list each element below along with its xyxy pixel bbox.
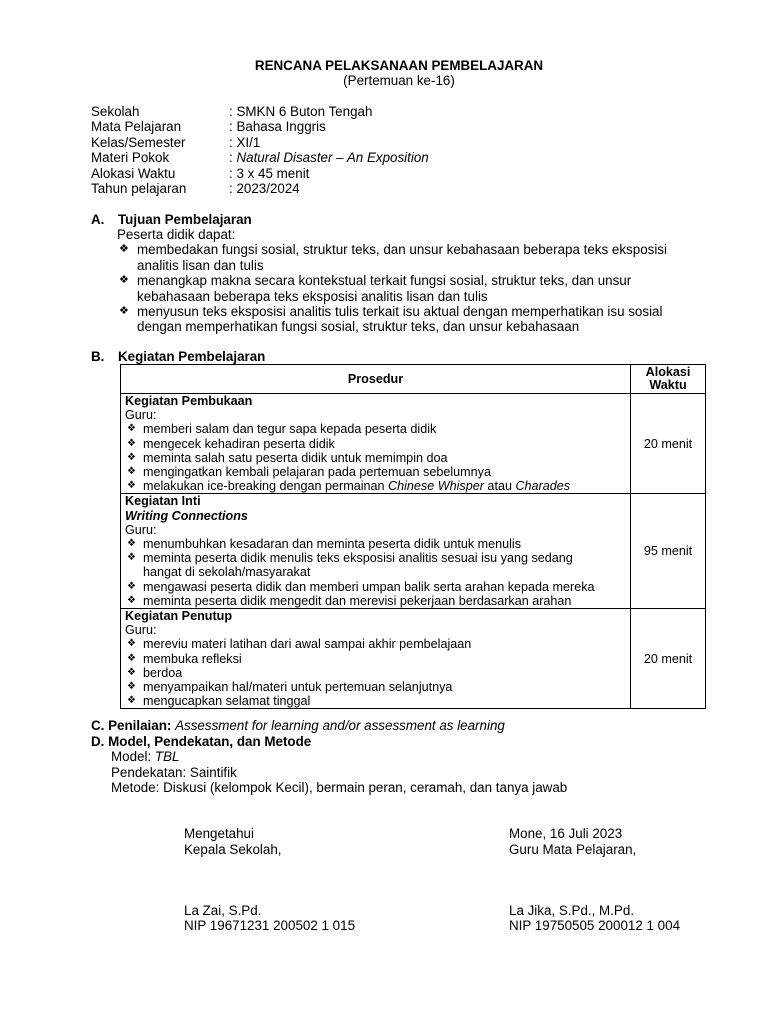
section-c-label: C. Penilaian: bbox=[91, 718, 172, 733]
section-c bbox=[91, 718, 505, 733]
method-line: Metode: Diskusi (kelompok Kecil), bermain peran, ceramah, dan tanya jawab bbox=[111, 780, 568, 795]
time-cell: 20 menit bbox=[631, 394, 706, 494]
info-row-year bbox=[91, 181, 429, 196]
info-value: : XI/1 bbox=[229, 134, 261, 150]
info-row-class bbox=[91, 135, 429, 150]
document-subtitle: (Pertemuan ke-16) bbox=[343, 73, 455, 88]
objective-item bbox=[117, 242, 717, 273]
list-item bbox=[125, 694, 626, 708]
info-value-prefix: : bbox=[229, 150, 237, 166]
list-item bbox=[125, 479, 626, 493]
bullet-diamond-icon: ❖ bbox=[127, 538, 136, 550]
info-label: Tahun pelajaran bbox=[91, 180, 187, 196]
section-c-value: Assessment for learning and/or assessment as learning bbox=[175, 718, 505, 733]
section-d-heading: D. Model, Pendekatan, dan Metode bbox=[91, 734, 312, 749]
objective-line: membedakan fungsi sosial, struktur teks, dan unsur kebahasaan beberapa teks eksposisi bbox=[137, 242, 667, 258]
section-title: Kegiatan Pembelajaran bbox=[118, 349, 266, 364]
objective-line: analitis lisan dan tulis bbox=[137, 257, 264, 273]
list-item bbox=[125, 451, 626, 465]
list-item-text: menyampaikan hal/materi untuk pertemuan selanjutnya bbox=[143, 680, 453, 695]
info-label: Alokasi Waktu bbox=[91, 165, 176, 181]
bullet-diamond-icon: ❖ bbox=[127, 451, 136, 463]
list-item-text: memberi salam dan tegur sapa kepada peserta didik bbox=[143, 422, 437, 437]
section-number: B. bbox=[91, 349, 105, 364]
model-label: Model: bbox=[111, 749, 155, 764]
time-cell: 95 menit bbox=[631, 494, 706, 609]
model-value: TBL bbox=[154, 749, 180, 764]
list-item-text: mengawasi peserta didik dan memberi umpan balik serta arahan kepada mereka bbox=[143, 579, 595, 594]
bullet-diamond-icon: ❖ bbox=[127, 552, 136, 564]
bullet-diamond-icon: ❖ bbox=[127, 437, 136, 449]
list-item bbox=[125, 551, 626, 579]
info-value bbox=[229, 150, 429, 165]
bullet-diamond-icon: ❖ bbox=[127, 695, 136, 707]
list-item bbox=[125, 580, 626, 594]
time-cell: 20 menit bbox=[631, 609, 706, 709]
activity-subheading: Writing Connections bbox=[125, 508, 248, 523]
guru-label: Guru: bbox=[125, 522, 157, 537]
section-a-heading bbox=[91, 212, 252, 227]
info-value: : Bahasa Inggris bbox=[229, 119, 326, 135]
bullet-diamond-icon: ❖ bbox=[119, 274, 129, 287]
bullet-diamond-icon: ❖ bbox=[127, 652, 136, 664]
column-header-time bbox=[631, 365, 706, 394]
bullet-diamond-icon: ❖ bbox=[127, 466, 136, 478]
guru-label: Guru: bbox=[125, 408, 157, 423]
bullet-diamond-icon: ❖ bbox=[127, 480, 136, 492]
objective-line: dengan memperhatikan fungsi sosial, struktur teks, dan unsur kebahasaan bbox=[137, 319, 580, 335]
activities-table bbox=[120, 364, 706, 709]
signature-left-nip: NIP 19671231 200502 1 015 bbox=[184, 918, 356, 933]
game-name: Charades bbox=[515, 479, 571, 494]
objective-item bbox=[117, 304, 717, 335]
signature-left-line1: Mengetahui bbox=[184, 826, 254, 841]
objective-line: kebahasaan beberapa teks eksposisi analitis lisan dan tulis bbox=[137, 288, 488, 304]
identity-info bbox=[91, 104, 429, 196]
procedure-cell bbox=[121, 609, 631, 709]
list-item-text: mengecek kehadiran peserta didik bbox=[143, 436, 335, 451]
info-value-italic: Natural Disaster – An Exposition bbox=[236, 150, 429, 166]
document-title: RENCANA PELAKSANAAN PEMBELAJARAN bbox=[254, 58, 544, 73]
bullet-diamond-icon: ❖ bbox=[119, 243, 129, 256]
info-label: Sekolah bbox=[91, 104, 140, 119]
list-item-text: meminta salah satu peserta didik untuk memimpin doa bbox=[143, 450, 448, 465]
bullet-diamond-icon: ❖ bbox=[119, 305, 129, 318]
info-row-topic bbox=[91, 150, 429, 165]
objectives-intro: Peserta didik dapat: bbox=[117, 227, 236, 242]
table-row-opening bbox=[121, 394, 706, 494]
list-item-text: membuka refleksi bbox=[143, 651, 242, 666]
section-b-heading bbox=[91, 349, 265, 364]
section-a-content bbox=[117, 227, 717, 335]
list-item bbox=[125, 637, 626, 651]
column-header-time-line: Alokasi bbox=[645, 365, 691, 379]
list-item-text: berdoa bbox=[143, 665, 183, 680]
section-title: Tujuan Pembelajaran bbox=[118, 212, 252, 227]
bullet-diamond-icon: ❖ bbox=[127, 638, 136, 650]
list-item-text bbox=[143, 479, 570, 493]
list-item-text: meminta peserta didik mengedit dan merevisi pekerjaan berdasarkan arahan bbox=[143, 593, 572, 608]
list-item bbox=[125, 680, 626, 694]
list-item-text: mereviu materi latihan dari awal sampai akhir pembelajaan bbox=[143, 637, 472, 652]
table-header-row bbox=[121, 365, 706, 394]
activity-heading: Kegiatan Penutup bbox=[125, 609, 233, 624]
list-item-text: mengingatkan kembali pelajaran pada pertemuan sebelumnya bbox=[143, 465, 491, 480]
procedure-cell bbox=[121, 394, 631, 494]
info-value: : 3 x 45 menit bbox=[229, 165, 310, 181]
list-item bbox=[125, 594, 626, 608]
approach-line: Pendekatan: Saintifik bbox=[111, 765, 237, 780]
list-item-text: mengucapkan selamat tinggal bbox=[143, 694, 311, 709]
objective-item bbox=[117, 273, 717, 304]
list-item-text: menumbuhkan kesadaran dan meminta peserta didik untuk menulis bbox=[143, 537, 522, 552]
bullet-diamond-icon: ❖ bbox=[127, 681, 136, 693]
table-row-closing bbox=[121, 609, 706, 709]
signature-right-line2: Guru Mata Pelajaran, bbox=[509, 842, 637, 857]
text-part: atau bbox=[483, 479, 516, 494]
list-item-text: meminta peserta didik menulis teks eksposisi analitis sesuai isu yang sedang bbox=[143, 551, 573, 566]
column-header-procedure: Prosedur bbox=[121, 365, 631, 394]
bullet-diamond-icon: ❖ bbox=[127, 594, 136, 606]
signature-right-name: La Jika, S.Pd., M.Pd. bbox=[509, 903, 635, 918]
info-row-school bbox=[91, 104, 429, 119]
list-item bbox=[125, 422, 626, 436]
info-row-time bbox=[91, 166, 429, 181]
list-item-text: hangat di sekolah/masyarakat bbox=[143, 565, 311, 580]
procedure-cell bbox=[121, 494, 631, 609]
signature-right-line1: Mone, 16 Juli 2023 bbox=[509, 826, 623, 841]
bullet-diamond-icon: ❖ bbox=[127, 423, 136, 435]
list-item bbox=[125, 465, 626, 479]
activity-heading: Kegiatan Inti bbox=[125, 494, 201, 509]
list-item bbox=[125, 537, 626, 551]
bullet-diamond-icon: ❖ bbox=[127, 666, 136, 678]
signature-left-name: La Zai, S.Pd. bbox=[184, 903, 262, 918]
text-part: melakukan ice-breaking dengan permainan bbox=[143, 479, 389, 494]
info-label: Mata Pelajaran bbox=[91, 119, 182, 135]
info-label: Materi Pokok bbox=[91, 150, 170, 166]
info-row-subject bbox=[91, 119, 429, 134]
guru-label: Guru: bbox=[125, 623, 157, 638]
section-number: A. bbox=[91, 212, 105, 227]
column-header-time-line: Waktu bbox=[649, 378, 687, 392]
activity-heading: Kegiatan Pembukaan bbox=[125, 394, 253, 408]
objective-line: menyusun teks eksposisi analitis tulis terkait isu aktual dengan memperhatikan isu sosial bbox=[137, 304, 663, 320]
info-value: : 2023/2024 bbox=[229, 180, 300, 196]
signature-left-line2: Kepala Sekolah, bbox=[184, 842, 282, 857]
info-value: : SMKN 6 Buton Tengah bbox=[229, 104, 373, 119]
signature-right-nip: NIP 19750505 200012 1 004 bbox=[509, 918, 681, 933]
list-item bbox=[125, 652, 626, 666]
list-item bbox=[125, 666, 626, 680]
bullet-diamond-icon: ❖ bbox=[127, 580, 136, 592]
info-label: Kelas/Semester bbox=[91, 134, 186, 150]
table-row-core bbox=[121, 494, 706, 609]
list-item bbox=[125, 437, 626, 451]
objective-line: menangkap makna secara kontekstual terkait fungsi sosial, struktur teks, dan unsur bbox=[137, 273, 632, 289]
model-line bbox=[111, 749, 179, 764]
game-name: Chinese Whisper bbox=[388, 479, 484, 494]
